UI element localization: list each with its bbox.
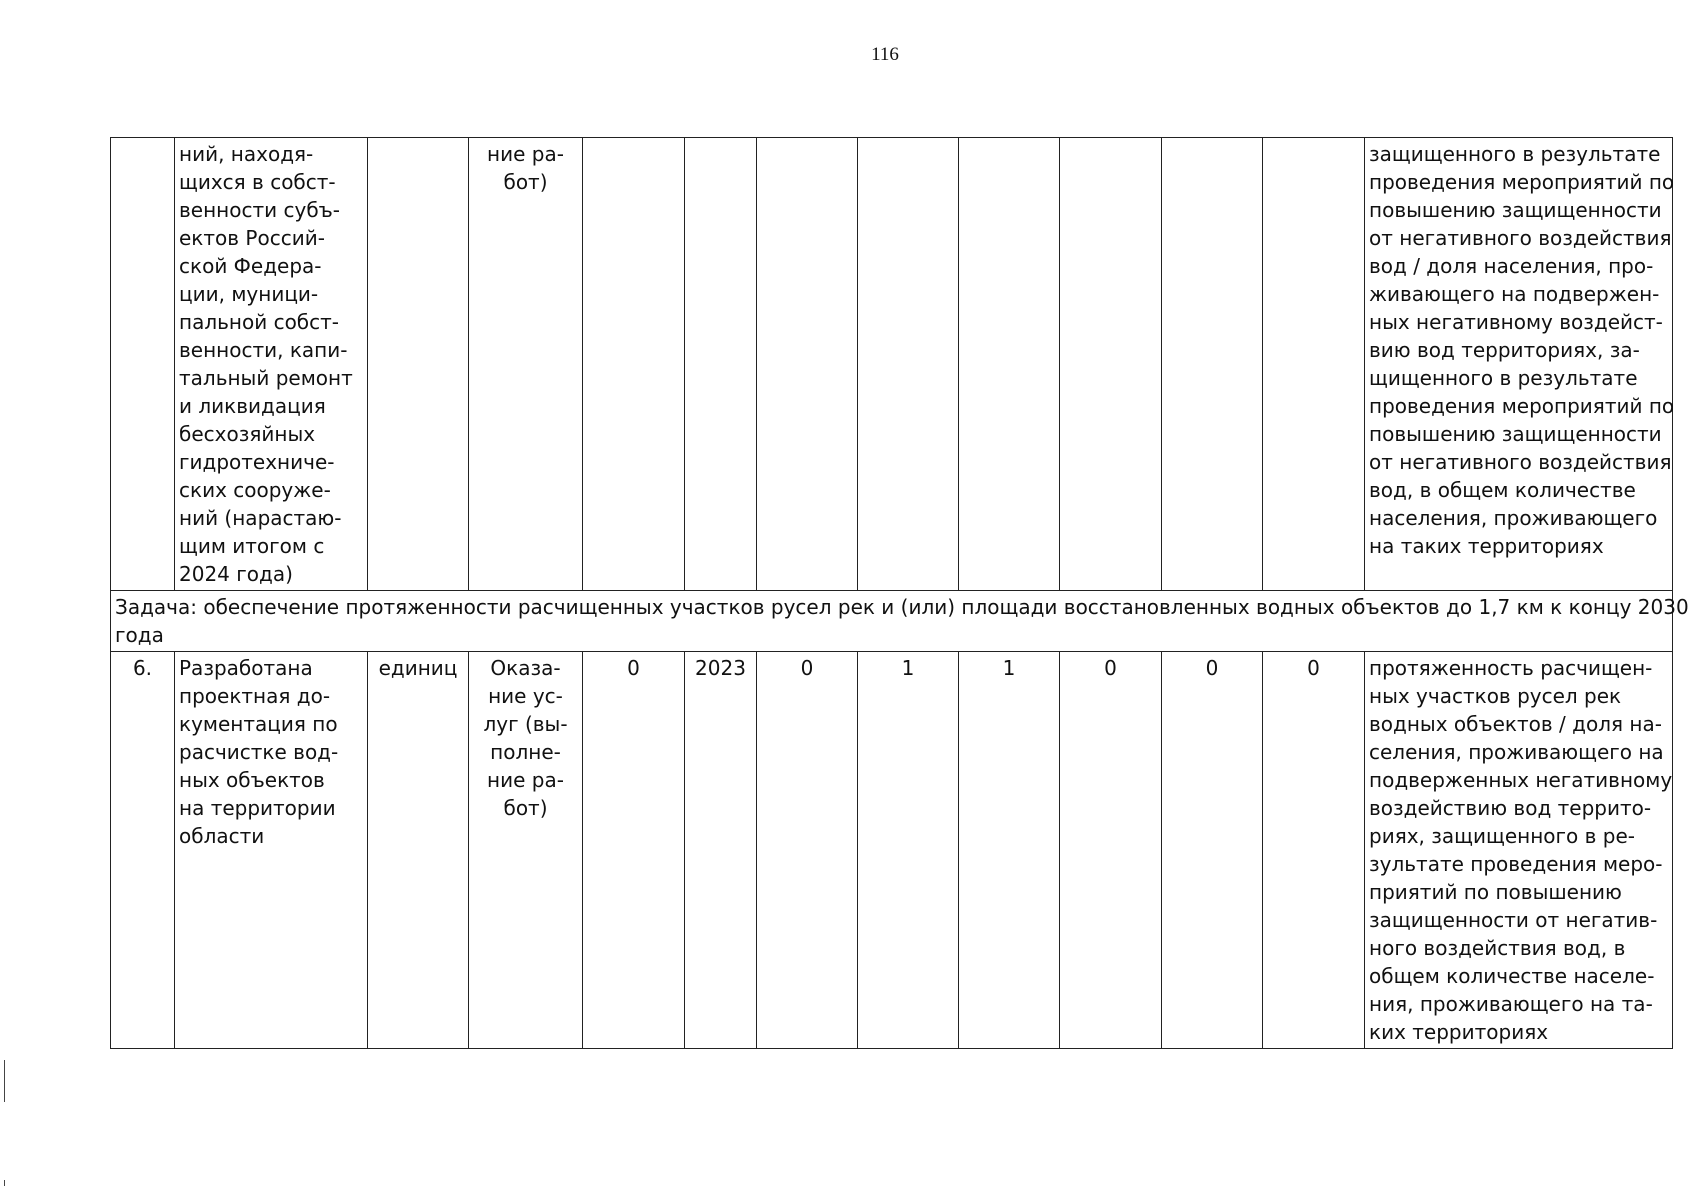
scan-margin-mark (4, 1060, 11, 1102)
scan-margin-mark (4, 1180, 11, 1186)
continued-value-cell (1263, 138, 1365, 591)
continued-value-cell (583, 138, 685, 591)
base-year-cell: 2023 (685, 652, 757, 1049)
year-value-cell: 1 (959, 652, 1060, 1049)
page-number: 116 (871, 44, 899, 65)
continued-name-cell: ний, находя- щихся в собст- венности субъ- ектов Россий- ской Федера- ции, муници- пальной собст- венности, капи- тальный ремонт и ликвидация бесхозяйных гидротехниче- ских сооруже- ний (нарастаю- щим итогом с 2024 года) (175, 138, 368, 591)
year-value-cell: 0 (757, 652, 858, 1049)
year-value-cell: 0 (1162, 652, 1263, 1049)
continued-value-cell (858, 138, 959, 591)
continued-value-cell (757, 138, 858, 591)
continued-value-cell (685, 138, 757, 591)
continued-type-cell: ние ра- бот) (469, 138, 583, 591)
continued-value-cell (1162, 138, 1263, 591)
row-number-cell: 6. (111, 652, 175, 1049)
base-value-cell: 0 (583, 652, 685, 1049)
year-value-cell: 0 (1263, 652, 1365, 1049)
year-value-cell: 1 (858, 652, 959, 1049)
row-link-cell: протяженность расчищен- ных участков русел рек водных объектов / доля на- селения, проживающего на подверженных негативному воздействию вод террито- риях, защищенного в ре- зультате проведения меро- приятий по повышению защищенности от негатив- ного воздействия вод, в общем количестве населе- ния, проживающего на та- ких территориях (1365, 652, 1673, 1049)
continued-value-cell (959, 138, 1060, 591)
year-value-cell: 0 (1060, 652, 1162, 1049)
task-row (111, 591, 1673, 652)
row-type-cell: Оказа- ние ус- луг (вы- полне- ние ра- бот) (469, 652, 583, 1049)
continued-unit-cell (368, 138, 469, 591)
row-unit-cell: единиц (368, 652, 469, 1049)
indicators-table (110, 137, 1689, 1049)
task-cell: Задача: обеспечение протяженности расчищенных участков русел рек и (или) площади восстановленных водных объектов до 1,7 км к концу 2030 года (111, 591, 1673, 652)
row-name-cell: Разработана проектная до- кументация по расчистке вод- ных объектов на территории области (175, 652, 368, 1049)
table-row (111, 652, 1673, 1049)
continued-num-cell (111, 138, 175, 591)
continued-value-cell (1060, 138, 1162, 591)
continued-row (111, 138, 1673, 591)
continued-link-cell: защищенного в результате проведения мероприятий по повышению защищенности от негативного воздействия вод / доля населения, про- живающего на подвержен- ных негативному воздейст- вию вод территориях, за- щищенного в результате проведения мероприятий по повышению защищенности от негативного воздействия вод, в общем количестве населения, проживающего на таких территориях (1365, 138, 1673, 591)
